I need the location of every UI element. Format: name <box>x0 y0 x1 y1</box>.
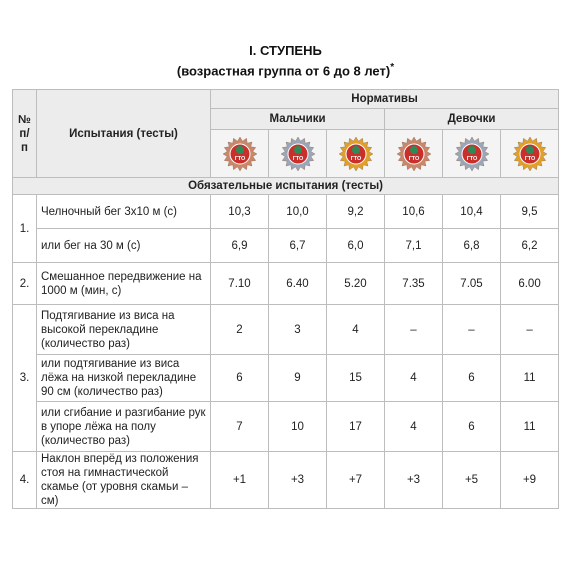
norms-table <box>12 89 559 509</box>
test-name: или бег на 30 м (с) <box>37 229 211 263</box>
girls-bronze-value: – <box>385 305 443 355</box>
test-name: Подтягивание из виса на высокой перекладине (количество раз) <box>37 305 211 355</box>
girls-bronze-value: 4 <box>385 402 443 452</box>
row-number: 2. <box>13 263 37 305</box>
badge-label: ГТО <box>292 155 303 162</box>
gto-badge-silver-icon <box>280 136 316 172</box>
boys-bronze-value: 7 <box>211 402 269 452</box>
badge-label: ГТО <box>524 155 535 162</box>
girls-silver-value: 7.05 <box>443 263 501 305</box>
title-line-1: I. СТУПЕНЬ <box>249 43 322 58</box>
table-row <box>13 402 559 452</box>
girls-silver-value: 6 <box>443 355 501 402</box>
row-number: 4. <box>13 452 37 509</box>
boys-gold-value: 6,0 <box>327 229 385 263</box>
badge-cell-gold <box>501 130 559 178</box>
badge-cell-bronze <box>211 130 269 178</box>
col-header-girls: Девочки <box>385 109 559 130</box>
badge-cell-silver <box>269 130 327 178</box>
girls-gold-value: 6.00 <box>501 263 559 305</box>
girls-silver-value: 6,8 <box>443 229 501 263</box>
title-line-2: (возрастная группа от 6 до 8 лет)* <box>176 62 395 79</box>
page-title <box>0 42 571 79</box>
boys-bronze-value: 6,9 <box>211 229 269 263</box>
test-name: или сгибание и разгибание рук в упоре лёжа на полу (количество раз) <box>37 402 211 452</box>
girls-bronze-value: 4 <box>385 355 443 402</box>
girls-bronze-value: 10,6 <box>385 195 443 229</box>
test-name: или подтягивание из виса лёжа на низкой перекладине 90 см (количество раз) <box>37 355 211 402</box>
col-header-boys: Мальчики <box>211 109 385 130</box>
col-header-num: № п/п <box>13 90 37 178</box>
badge-label: ГТО <box>234 155 245 162</box>
boys-gold-value: 9,2 <box>327 195 385 229</box>
badge-cell-bronze <box>385 130 443 178</box>
girls-silver-value: 6 <box>443 402 501 452</box>
girls-bronze-value: 7.35 <box>385 263 443 305</box>
girls-gold-value: – <box>501 305 559 355</box>
badge-cell-silver <box>443 130 501 178</box>
table-row <box>13 229 559 263</box>
table-row <box>13 355 559 402</box>
boys-bronze-value: 7.10 <box>211 263 269 305</box>
row-number: 1. <box>13 195 37 263</box>
gto-badge-bronze-icon <box>222 136 258 172</box>
boys-silver-value: 6.40 <box>269 263 327 305</box>
badge-label: ГТО <box>408 155 419 162</box>
boys-bronze-value: +1 <box>211 452 269 509</box>
section-header: Обязательные испытания (тесты) <box>13 178 559 195</box>
boys-gold-value: +7 <box>327 452 385 509</box>
badge-label: ГТО <box>466 155 477 162</box>
table-row <box>13 195 559 229</box>
boys-silver-value: 3 <box>269 305 327 355</box>
boys-gold-value: 4 <box>327 305 385 355</box>
boys-gold-value: 17 <box>327 402 385 452</box>
girls-gold-value: 11 <box>501 355 559 402</box>
badge-label: ГТО <box>350 155 361 162</box>
girls-silver-value: +5 <box>443 452 501 509</box>
boys-gold-value: 15 <box>327 355 385 402</box>
boys-bronze-value: 6 <box>211 355 269 402</box>
boys-silver-value: 10 <box>269 402 327 452</box>
gto-badge-bronze-icon <box>396 136 432 172</box>
boys-gold-value: 5.20 <box>327 263 385 305</box>
boys-bronze-value: 10,3 <box>211 195 269 229</box>
girls-bronze-value: +3 <box>385 452 443 509</box>
girls-silver-value: 10,4 <box>443 195 501 229</box>
gto-badge-gold-icon <box>512 136 548 172</box>
table-row <box>13 452 559 509</box>
col-header-tests: Испытания (тесты) <box>37 90 211 178</box>
test-name: Челночный бег 3х10 м (с) <box>37 195 211 229</box>
footnote-mark: * <box>390 62 395 73</box>
gto-badge-silver-icon <box>454 136 490 172</box>
badge-cell-gold <box>327 130 385 178</box>
girls-gold-value: 9,5 <box>501 195 559 229</box>
boys-bronze-value: 2 <box>211 305 269 355</box>
col-header-norms: Нормативы <box>211 90 559 109</box>
girls-gold-value: 6,2 <box>501 229 559 263</box>
table-row <box>13 263 559 305</box>
girls-gold-value: +9 <box>501 452 559 509</box>
table-body <box>13 178 559 509</box>
boys-silver-value: +3 <box>269 452 327 509</box>
test-name: Наклон вперёд из положения стоя на гимнастической скамье (от уровня скамьи – см) <box>37 452 211 509</box>
boys-silver-value: 9 <box>269 355 327 402</box>
table-row <box>13 305 559 355</box>
boys-silver-value: 6,7 <box>269 229 327 263</box>
girls-silver-value: – <box>443 305 501 355</box>
test-name: Смешанное передвижение на 1000 м (мин, с) <box>37 263 211 305</box>
boys-silver-value: 10,0 <box>269 195 327 229</box>
gto-badge-gold-icon <box>338 136 374 172</box>
girls-bronze-value: 7,1 <box>385 229 443 263</box>
girls-gold-value: 11 <box>501 402 559 452</box>
row-number: 3. <box>13 305 37 452</box>
